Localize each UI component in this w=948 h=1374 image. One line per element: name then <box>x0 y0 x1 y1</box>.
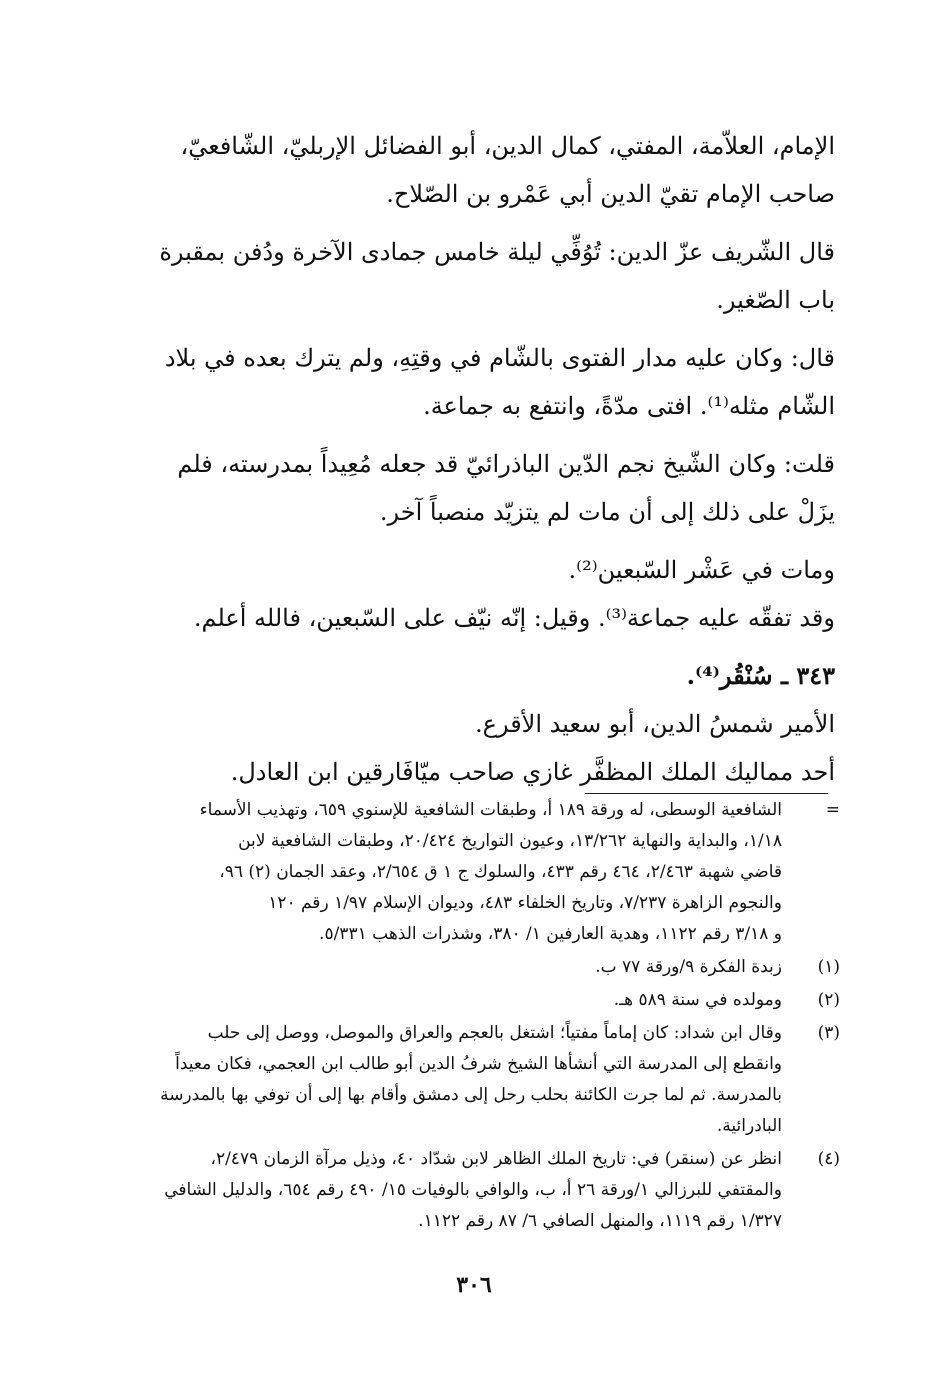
footnote-3 <box>100 1018 840 1142</box>
footnote-continued <box>100 795 840 950</box>
text-line: يزَلْ على ذلك إلى أن مات لم يتزيّد منصباً آخر. <box>379 498 835 526</box>
footnote-number: (٤) <box>817 1149 840 1169</box>
text-line: قلت: وكان الشّيخ نجم الدّين الباذرائيّ قد جعله مُعِيداً بمدرسته، فلم <box>177 450 835 478</box>
footnote-text <box>100 952 782 983</box>
text-line: الأمير شمسُ الدين، أبو سعيد الأقرع. <box>475 710 835 738</box>
footnote-line: زبدة الفكرة ٩/ورقة ٧٧ ب. <box>595 957 782 977</box>
main-text <box>100 122 835 806</box>
footnote-number: (١) <box>817 957 840 977</box>
page-number: ٣٠٦ <box>456 1272 492 1298</box>
footnote-number: (٣) <box>817 1023 840 1043</box>
footnote-2 <box>100 985 840 1016</box>
footnote-text <box>100 795 782 950</box>
footnote-line: وقال ابن شداد: كان إماماً مفتياً؛ اشتغل بالعجم والعراق والموصل، ووصل إلى حلب <box>207 1023 782 1043</box>
footnote-number: = <box>825 800 840 820</box>
footnote-text <box>100 985 782 1016</box>
entry-heading: ٣٤٣ ـ سُنْقُر⁽⁴⁾. <box>686 661 835 690</box>
footnote-4 <box>100 1144 840 1237</box>
paragraph-2 <box>100 228 835 324</box>
footnote-line: ١/١٨، والبداية والنهاية ١٣/٢٦٢، وعيون التواريخ ٢٠/٤٢٤، وطبقات الشافعية لابن <box>238 831 782 851</box>
footnote-line: والنجوم الزاهرة ٧/٢٣٧، وتاريخ الخلفاء ٤٨٣، وديوان الإسلام ١/٩٧ رقم ١٢٠ <box>268 893 782 913</box>
footnote-line: الشافعية الوسطى، له ورقة ١٨٩ أ، وطبقات الشافعية للإسنوي ٦٥٩، وتهذيب الأسماء <box>199 800 782 820</box>
footnote-line: انظر عن (سنقر) في: تاريخ الملك الظاهر لابن شدّاد ٤٠، وذيل مرآة الزمان ٢/٤٧٩، <box>210 1149 782 1169</box>
footnote-line: البادرائية. <box>716 1116 782 1136</box>
text-line: وقد تفقّه عليه جماعة⁽³⁾. وقيل: إنّه نيّف على السّبعين، فالله أعلم. <box>193 604 835 632</box>
footnote-line: و ٣/١٨ رقم ١١٢٢، وهدية العارفين ١/ ٣٨٠، وشذرات الذهب ٥/٣٣١. <box>319 924 782 944</box>
text-line: قال الشّريف عزّ الدين: تُوُفِّي ليلة خامس جمادى الآخرة ودُفن بمقبرة <box>159 238 835 266</box>
text-line: صاحب الإمام تقيّ الدين أبي عَمْرو بن الصّلاح. <box>386 180 835 208</box>
footnote-text <box>100 1018 782 1142</box>
footnote-number: (٢) <box>817 990 840 1010</box>
paragraph-3 <box>100 334 835 430</box>
text-line: الإمام، العلاّمة، المفتي، كمال الدين، أبو الفضائل الإربليّ، الشّافعيّ، <box>180 132 835 160</box>
text-line: قال: وكان عليه مدار الفتوى بالشّام في وقتِهِ، ولم يترك بعده في بلاد <box>164 344 835 372</box>
entry-block <box>100 652 835 796</box>
footnote-line: ١/٣٢٧ رقم ١١١٩، والمنهل الصافي ٦/ ٨٧ رقم ١١٢٢. <box>418 1211 782 1231</box>
text-line: الشّام مثله⁽¹⁾. افتى مدّةً، وانتفع به جماعة. <box>423 392 835 420</box>
text-line: باب الصّغير. <box>716 286 835 314</box>
footnote-1 <box>100 952 840 983</box>
footnotes <box>100 795 840 1239</box>
paragraph-5 <box>100 546 835 642</box>
paragraph-1 <box>100 122 835 218</box>
footnote-line: بالمدرسة. ثم لما جرت الكائنة بحلب رحل إلى دمشق وأقام بها إلى أن توفي بها بالمدرسة <box>160 1085 782 1105</box>
footnote-line: ومولده في سنة ٥٨٩ هـ. <box>613 990 782 1010</box>
text-line: أحد مماليك الملك المظفَّر غازي صاحب ميّافَارقين ابن العادل. <box>230 758 835 786</box>
text-line: ومات في عَشْر السّبعين⁽²⁾. <box>568 556 835 584</box>
footnote-line: والمقتفي للبرزالي ١/ورقة ٢٦ أ، ب، والوافي بالوفيات ١٥/ ٤٩٠ رقم ٦٥٤، والدليل الشافي <box>164 1180 782 1200</box>
paragraph-4 <box>100 440 835 536</box>
footnote-text <box>100 1144 782 1237</box>
footnote-line: قاضي شهبة ٢/٤٦٣، ٤٦٤ رقم ٤٣٣، والسلوك ج ١ ق ٢/٦٥٤، وعقد الجمان (٢) ٩٦، <box>219 862 782 882</box>
footnote-separator <box>585 793 828 794</box>
footnote-line: وانقطع إلى المدرسة التي أنشأها الشيخ شرفُ الدين أبو طالب ابن العجمي، فكان معيداً <box>175 1054 782 1074</box>
